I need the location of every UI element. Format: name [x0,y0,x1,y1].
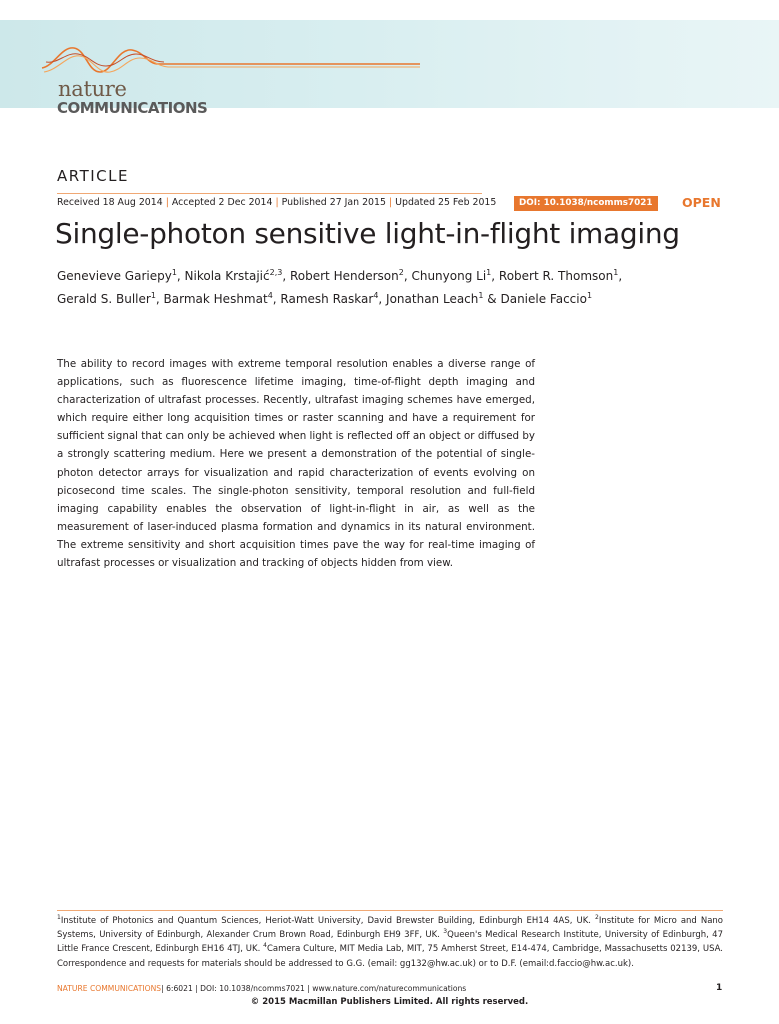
logo-communications-text: COMMUNICATIONS [57,99,208,117]
affiliations-divider [57,910,723,911]
accepted-date: Accepted 2 Dec 2014 [171,197,273,208]
author[interactable]: Nikola Krstajić$^{2,3}$ [184,268,283,283]
author[interactable]: Daniele Faccio$^1$ [500,291,593,306]
footer-journal-name[interactable]: NATURE COMMUNICATIONS [57,984,162,993]
author[interactable]: Robert R. Thomson$^1$ [498,268,619,283]
author[interactable]: Gerald S. Buller$^1$ [57,291,156,306]
page-number: 1 [716,983,723,993]
updated-date: Updated 25 Feb 2015 [395,197,497,208]
published-date: Published 27 Jan 2015 [281,197,386,208]
open-access-label: OPEN [682,195,721,210]
date-separator: | [275,197,279,208]
article-dates [57,193,497,208]
author[interactable]: Jonathan Leach$^1$ [386,291,484,306]
logo-nature-text: nature [58,77,127,101]
received-date: Received 18 Aug 2014 [57,197,163,208]
footer-citation-details: | 6:6021 | DOI: 10.1038/ncomms7021 | www.nature.com/naturecommunications [161,984,467,993]
nature-wave-logo-icon [40,42,425,82]
footer-citation [57,984,466,993]
affiliations-text: $^1$Institute of Photonics and Quantum Sciences, Heriot-Watt University, David Brewster Building, Edinburgh EH14 4AS, UK. $^2$Institute for Micro and Nano Systems, University of Edinburgh, Alexander Crum Brown Road, Edinburgh EH9 3FF, UK. $^3$Queen's Medical Research Institute, University of Edinburgh, 47 Little France Crescent, Edinburgh EH16 4TJ, UK. $^4$Camera Culture, MIT Media Lab, MIT, 75 Amherst Street, E14-474, Cambridge, Massachusetts 02139, USA. Correspondence and requests for materials should be addressed to G.G. (email: gg132@hw.ac.uk) or to D.F. (email:d.faccio@hw.ac.uk). [57,914,723,969]
author-list: Genevieve Gariepy$^1$, Nikola Krstajić$^{2,3}$, Robert Henderson$^2$, Chunyong Li$^1$, Robert R. Thomson$^1$, Gerald S. Buller$^1$, Barmak Heshmat$^4$, Ramesh Raskar$^4$, Jonathan Leach$^1$ & Daniele Faccio$^1$ [57,268,623,306]
abstract-text: The ability to record images with extreme temporal resolution enables a diverse range of applications, such as fluorescence lifetime imaging, time-of-flight depth imaging and characterization of ultrafast processes. Recently, ultrafast imaging schemes have emerged, which require either long acquisition times or raster scanning and have a requirement for sufficient signal that can only be achieved when light is reflected off an object or diffused by a strongly scattering medium. Here we present a demonstration of the potential of single-photon detector arrays for visualization and rapid characterization of events evolving on picosecond time scales. The single-photon sensitivity, temporal resolution and full-field imaging capability enables the observation of light-in-flight in air, as well as the measurement of laser-induced plasma formation and dynamics in its natural environment. The extreme sensitivity and short acquisition times pave the way for real-time imaging of ultrafast processes or visualization and tracking of objects hidden from view. [57,358,535,570]
author[interactable]: Genevieve Gariepy$^1$ [57,268,177,283]
article-title: Single-photon sensitive light-in-flight imaging [55,217,680,250]
doi-badge[interactable]: DOI: 10.1038/ncomms7021 [514,196,658,211]
author[interactable]: Robert Henderson$^2$ [289,268,404,283]
author[interactable]: Ramesh Raskar$^4$ [280,291,379,306]
copyright-notice: © 2015 Macmillan Publishers Limited. All rights reserved. [250,997,529,1007]
date-separator: | [388,197,393,208]
author[interactable]: Chunyong Li$^1$ [411,268,492,283]
date-separator: | [165,197,169,208]
author[interactable]: Barmak Heshmat$^4$ [163,291,273,306]
journal-header [0,20,779,117]
article-type-label: ARTICLE [57,167,129,185]
